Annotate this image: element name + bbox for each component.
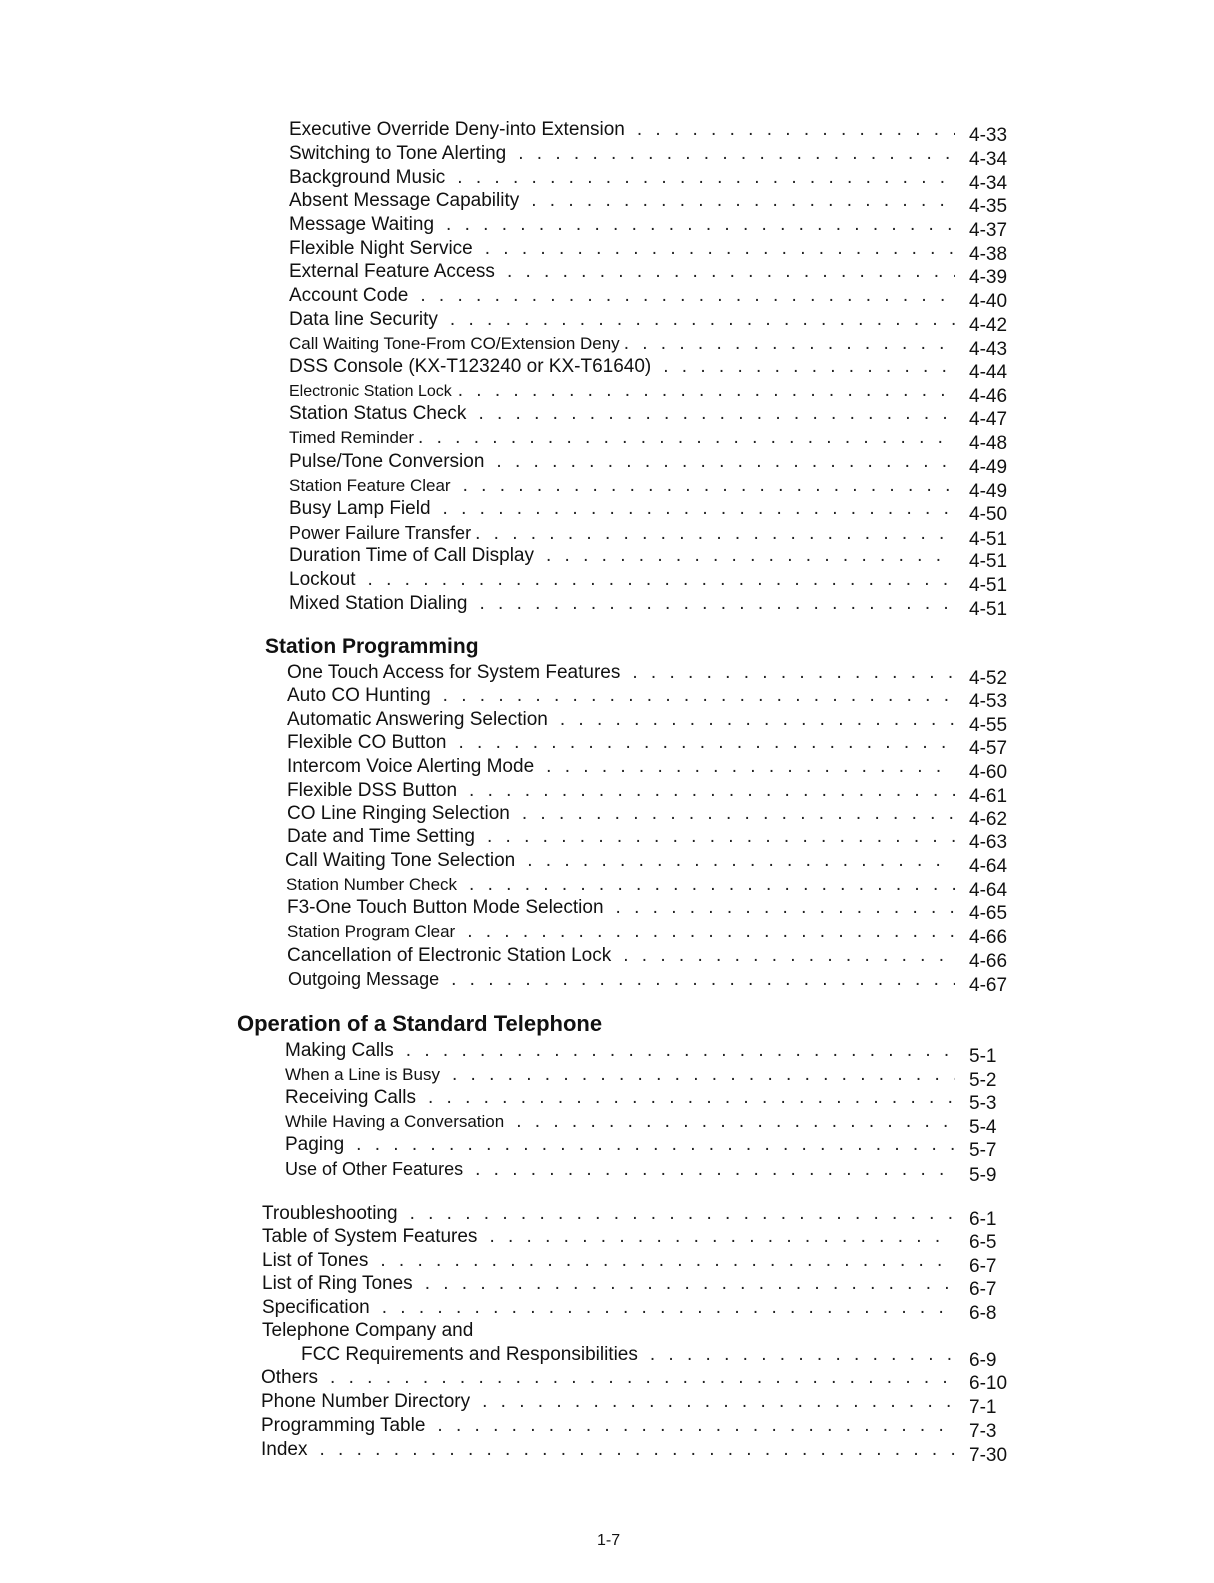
toc-entry-label: Use of Other Features bbox=[285, 1159, 464, 1179]
toc-entry-page: 6-1 bbox=[969, 1209, 997, 1230]
toc-entry[interactable] bbox=[287, 684, 1009, 712]
leader-dots bbox=[457, 166, 955, 190]
toc-entry-page: 4-34 bbox=[969, 149, 1008, 170]
toc-entry-page: 6-7 bbox=[969, 1279, 997, 1300]
leader-dots bbox=[487, 825, 955, 849]
leader-dots bbox=[469, 779, 955, 803]
leader-dots bbox=[469, 873, 955, 897]
toc-entry-page: 4-51 bbox=[969, 551, 1008, 572]
toc-entry-page: 4-52 bbox=[969, 668, 1008, 689]
toc-entry-label: Cancellation of Electronic Station Lock bbox=[287, 945, 612, 966]
toc-entry-page: 4-38 bbox=[969, 244, 1008, 265]
toc-entry[interactable] bbox=[261, 1366, 1009, 1394]
leader-dots bbox=[518, 142, 955, 166]
leader-dots bbox=[451, 968, 955, 992]
toc-entry-page: 5-9 bbox=[969, 1165, 997, 1186]
toc-entry[interactable] bbox=[289, 402, 1009, 430]
leader-dots bbox=[330, 1366, 955, 1390]
toc-entry-page: 4-51 bbox=[969, 575, 1008, 596]
toc-entry-label: External Feature Access bbox=[289, 261, 495, 282]
toc-entry[interactable] bbox=[287, 920, 1009, 948]
toc-entry-label: Message Waiting bbox=[289, 214, 435, 235]
toc-entry[interactable] bbox=[287, 779, 1009, 807]
toc-entry-label: FCC Requirements and Responsibilities bbox=[301, 1344, 638, 1365]
leader-dots bbox=[443, 497, 955, 521]
toc-entry[interactable] bbox=[289, 568, 1009, 596]
toc-entry-label: Making Calls bbox=[285, 1040, 394, 1061]
toc-entry-label: Phone Number Directory bbox=[261, 1391, 471, 1412]
toc-entry[interactable] bbox=[289, 166, 1009, 194]
toc-entry-label-telephone-company: Telephone Company and bbox=[262, 1320, 474, 1341]
toc-entry-page: 4-63 bbox=[969, 832, 1008, 853]
toc-entry-label: Receiving Calls bbox=[285, 1087, 416, 1108]
toc-entry-label: Flexible DSS Button bbox=[287, 780, 458, 801]
leader-dots bbox=[382, 1296, 955, 1320]
leader-dots bbox=[356, 1133, 955, 1157]
toc-entry-page: 4-50 bbox=[969, 504, 1008, 525]
toc-entry-label: Background Music bbox=[289, 167, 446, 188]
toc-entry-page: 6-7 bbox=[969, 1256, 997, 1277]
leader-dots bbox=[463, 474, 955, 498]
leader-dots bbox=[420, 284, 955, 308]
leader-dots bbox=[546, 755, 955, 779]
toc-entry-page: 5-7 bbox=[969, 1140, 997, 1161]
toc-entry[interactable] bbox=[287, 944, 1009, 972]
toc-entry-label: Call Waiting Tone Selection bbox=[285, 850, 516, 871]
toc-entry-page: 7-30 bbox=[969, 1445, 1008, 1466]
toc-entry-label: Lockout bbox=[289, 569, 356, 590]
toc-entry[interactable] bbox=[289, 544, 1009, 572]
toc-entry-label: Paging bbox=[285, 1134, 345, 1155]
toc-entry-page: 4-48 bbox=[969, 433, 1008, 454]
toc-entry-label: Auto CO Hunting bbox=[287, 685, 431, 706]
toc-entry[interactable] bbox=[289, 355, 1009, 383]
toc-entry-label: Mixed Station Dialing bbox=[289, 593, 468, 614]
toc-entry-label: Troubleshooting bbox=[262, 1203, 398, 1224]
leader-dots bbox=[458, 731, 955, 755]
leader-dots bbox=[637, 118, 955, 142]
leader-dots bbox=[368, 568, 955, 592]
leader-dots bbox=[380, 1249, 955, 1273]
toc-entry-label: Account Code bbox=[289, 285, 409, 306]
toc-entry-label: Table of System Features bbox=[262, 1226, 478, 1247]
toc-entry-page: 4-49 bbox=[969, 457, 1008, 478]
toc-entry[interactable] bbox=[289, 521, 1009, 550]
toc-entry[interactable] bbox=[289, 379, 1009, 407]
toc-entry-label: Pulse/Tone Conversion bbox=[289, 451, 485, 472]
toc-entry-page: 6-10 bbox=[969, 1373, 1008, 1394]
leader-dots bbox=[443, 684, 955, 708]
toc-entry[interactable] bbox=[289, 497, 1009, 525]
toc-entry-page: 4-49 bbox=[969, 481, 1008, 502]
toc-entry-page: 6-8 bbox=[969, 1303, 997, 1324]
toc-entry-label: Others bbox=[261, 1367, 319, 1388]
toc-entry-label: Station Number Check bbox=[286, 875, 458, 894]
toc-entry-page: 4-67 bbox=[969, 975, 1008, 996]
toc-entry-page: 4-44 bbox=[969, 362, 1008, 383]
toc-entry-label: Flexible Night Service bbox=[289, 238, 473, 259]
toc-entry-page: 4-34 bbox=[969, 173, 1008, 194]
leader-dots bbox=[546, 544, 955, 568]
toc-entry-page: 5-1 bbox=[969, 1046, 997, 1067]
leader-dots bbox=[624, 332, 955, 356]
toc-entry[interactable] bbox=[289, 474, 1009, 502]
leader-dots bbox=[623, 944, 955, 968]
toc-entry[interactable] bbox=[301, 1343, 1009, 1371]
leader-dots bbox=[522, 802, 955, 826]
section-heading-standard-telephone: Operation of a Standard Telephone bbox=[237, 1011, 603, 1036]
toc-entry[interactable] bbox=[289, 118, 1009, 146]
toc-entry[interactable] bbox=[289, 426, 1009, 454]
toc-entry[interactable] bbox=[262, 1296, 1009, 1324]
leader-dots bbox=[446, 213, 955, 237]
toc-entry[interactable] bbox=[285, 1039, 1009, 1067]
toc-entry-label: Programming Table bbox=[261, 1415, 426, 1436]
toc-entry-label: Duration Time of Call Display bbox=[289, 545, 534, 566]
toc-entry[interactable] bbox=[287, 825, 1009, 853]
leader-dots bbox=[475, 522, 955, 546]
toc-entry-label: Switching to Tone Alerting bbox=[289, 143, 507, 164]
toc-entry-label: Intercom Voice Alerting Mode bbox=[287, 756, 535, 777]
toc-entry[interactable] bbox=[261, 1438, 1009, 1466]
toc-entry-label: Station Status Check bbox=[289, 403, 467, 424]
toc-entry[interactable] bbox=[287, 896, 1009, 924]
toc-entry[interactable] bbox=[262, 1272, 1009, 1300]
toc-entry-page: 4-51 bbox=[969, 529, 1008, 550]
toc-entry-page: 4-62 bbox=[969, 809, 1008, 830]
toc-entry-label: Specification bbox=[262, 1297, 370, 1318]
toc-entry[interactable] bbox=[285, 1110, 1009, 1138]
section-heading-station-programming: Station Programming bbox=[265, 635, 479, 658]
leader-dots bbox=[406, 1039, 955, 1063]
toc-entry-page: 4-46 bbox=[969, 386, 1008, 407]
toc-entry-label: Station Feature Clear bbox=[289, 476, 451, 495]
leader-dots bbox=[482, 1390, 955, 1414]
toc-entry-page: 4-33 bbox=[969, 125, 1008, 146]
toc-entry-label: When a Line is Busy bbox=[285, 1065, 440, 1084]
leader-dots bbox=[632, 661, 955, 685]
toc-entry-page: 4-66 bbox=[969, 951, 1008, 972]
toc-entry[interactable] bbox=[287, 731, 1009, 759]
toc-entry-label: F3-One Touch Button Mode Selection bbox=[287, 897, 604, 918]
toc-entry-page: 5-3 bbox=[969, 1093, 997, 1114]
toc-entry-label: List of Tones bbox=[262, 1250, 369, 1271]
leader-dots bbox=[663, 355, 955, 379]
toc-entry-label: CO Line Ringing Selection bbox=[287, 803, 510, 824]
toc-entry-label: Data line Security bbox=[289, 309, 438, 330]
toc-entry[interactable] bbox=[285, 1063, 1009, 1091]
toc-entry-label: Call Waiting Tone-From CO/Extension Deny bbox=[289, 334, 620, 353]
toc-entry-label: Index bbox=[261, 1439, 308, 1460]
toc-entry-label: Flexible CO Button bbox=[287, 732, 447, 753]
leader-dots bbox=[479, 592, 955, 616]
toc-entry-page: 6-5 bbox=[969, 1232, 997, 1253]
toc-entry[interactable] bbox=[285, 1133, 1009, 1161]
toc-entry[interactable] bbox=[287, 755, 1009, 783]
leader-dots bbox=[425, 1272, 955, 1296]
toc-entry-page: 4-55 bbox=[969, 715, 1008, 736]
toc-entry-label: Busy Lamp Field bbox=[289, 498, 431, 519]
leader-dots bbox=[319, 1438, 955, 1462]
toc-entry-page: 4-40 bbox=[969, 291, 1008, 312]
toc-entry[interactable] bbox=[289, 142, 1009, 170]
toc-entry-label: Station Program Clear bbox=[287, 922, 456, 941]
leader-dots bbox=[527, 849, 955, 873]
toc-entry-page: 4-64 bbox=[969, 880, 1008, 901]
toc-entry-page: 6-9 bbox=[969, 1350, 997, 1371]
toc-entry-page: 4-51 bbox=[969, 599, 1008, 620]
toc-entry-page: 4-43 bbox=[969, 339, 1008, 360]
toc-entry-label: Outgoing Message bbox=[288, 969, 440, 989]
toc-entry-page: 4-65 bbox=[969, 903, 1008, 924]
toc-entry[interactable] bbox=[262, 1225, 1009, 1253]
toc-entry[interactable] bbox=[289, 237, 1009, 265]
leader-dots bbox=[496, 450, 955, 474]
leader-dots bbox=[650, 1343, 955, 1367]
toc-entry[interactable] bbox=[287, 661, 1009, 689]
toc-entry-page: 4-39 bbox=[969, 267, 1008, 288]
toc-entry[interactable] bbox=[285, 1086, 1009, 1114]
toc-entry-page: 4-66 bbox=[969, 927, 1008, 948]
leader-dots bbox=[467, 920, 955, 944]
toc-entry[interactable] bbox=[289, 284, 1009, 312]
toc-entry[interactable] bbox=[288, 967, 1009, 996]
leader-dots bbox=[489, 1225, 955, 1249]
toc-entry-page: 4-35 bbox=[969, 196, 1008, 217]
leader-dots bbox=[516, 1110, 955, 1134]
toc-entry[interactable] bbox=[285, 849, 1009, 877]
leader-dots bbox=[560, 708, 955, 732]
toc-entry[interactable] bbox=[287, 802, 1009, 830]
toc-entry-page: 4-47 bbox=[969, 409, 1008, 430]
toc-entry-label: One Touch Access for System Features bbox=[287, 662, 621, 683]
toc-entry[interactable] bbox=[286, 873, 1009, 901]
leader-dots bbox=[418, 426, 955, 450]
leader-dots bbox=[478, 402, 955, 426]
toc-entry-label: While Having a Conversation bbox=[285, 1112, 505, 1131]
leader-dots bbox=[410, 1202, 955, 1226]
leader-dots bbox=[437, 1414, 955, 1438]
toc-entry[interactable] bbox=[289, 332, 1009, 360]
leader-dots bbox=[507, 260, 955, 284]
leader-dots bbox=[452, 1063, 955, 1087]
toc-entry-label: Absent Message Capability bbox=[289, 190, 520, 211]
toc-entry[interactable] bbox=[289, 308, 1009, 336]
toc-entry[interactable] bbox=[289, 260, 1009, 288]
toc-entry-label: Power Failure Transfer bbox=[289, 523, 472, 543]
toc-entry-label: Timed Reminder bbox=[289, 428, 415, 447]
page-number: 1-7 bbox=[597, 1532, 621, 1549]
toc-entry-page: 4-64 bbox=[969, 856, 1008, 877]
toc-entry-label: Automatic Answering Selection bbox=[287, 709, 548, 730]
toc-entry-page: 4-61 bbox=[969, 786, 1008, 807]
toc-entry-page: 4-57 bbox=[969, 738, 1008, 759]
toc-entry[interactable] bbox=[261, 1414, 1009, 1442]
toc-entry-page: 7-3 bbox=[969, 1421, 997, 1442]
toc-entry-label: List of Ring Tones bbox=[262, 1273, 413, 1294]
toc-entry[interactable] bbox=[289, 189, 1009, 217]
toc-entry-page: 5-4 bbox=[969, 1117, 997, 1138]
toc-entry[interactable] bbox=[289, 592, 1009, 620]
toc-entry[interactable] bbox=[287, 708, 1009, 736]
toc-entry[interactable] bbox=[261, 1390, 1009, 1418]
toc-entry-page: 4-60 bbox=[969, 762, 1008, 783]
leader-dots bbox=[485, 237, 955, 261]
toc-entry[interactable] bbox=[289, 213, 1009, 241]
toc-entry-label: Electronic Station Lock bbox=[289, 383, 452, 400]
toc-entry[interactable] bbox=[285, 1157, 1009, 1186]
toc-entry[interactable] bbox=[262, 1202, 1009, 1230]
leader-dots bbox=[616, 896, 955, 920]
leader-dots bbox=[531, 189, 955, 213]
toc-entry[interactable] bbox=[262, 1249, 1009, 1277]
toc-entry-label: Executive Override Deny-into Extension bbox=[289, 119, 625, 140]
toc-entry-page: 7-1 bbox=[969, 1397, 997, 1418]
toc-entry-page: 4-53 bbox=[969, 691, 1008, 712]
toc-entry[interactable] bbox=[289, 450, 1009, 478]
leader-dots bbox=[428, 1086, 955, 1110]
toc-entry-page: 4-42 bbox=[969, 315, 1008, 336]
toc-entry-page: 5-2 bbox=[969, 1070, 997, 1091]
leader-dots bbox=[450, 308, 955, 332]
leader-dots bbox=[458, 379, 955, 403]
toc-entry-label: Date and Time Setting bbox=[287, 826, 475, 847]
toc-entry-page: 4-37 bbox=[969, 220, 1008, 241]
leader-dots bbox=[475, 1158, 955, 1182]
toc-entry-label: DSS Console (KX-T123240 or KX-T61640) bbox=[289, 356, 652, 377]
